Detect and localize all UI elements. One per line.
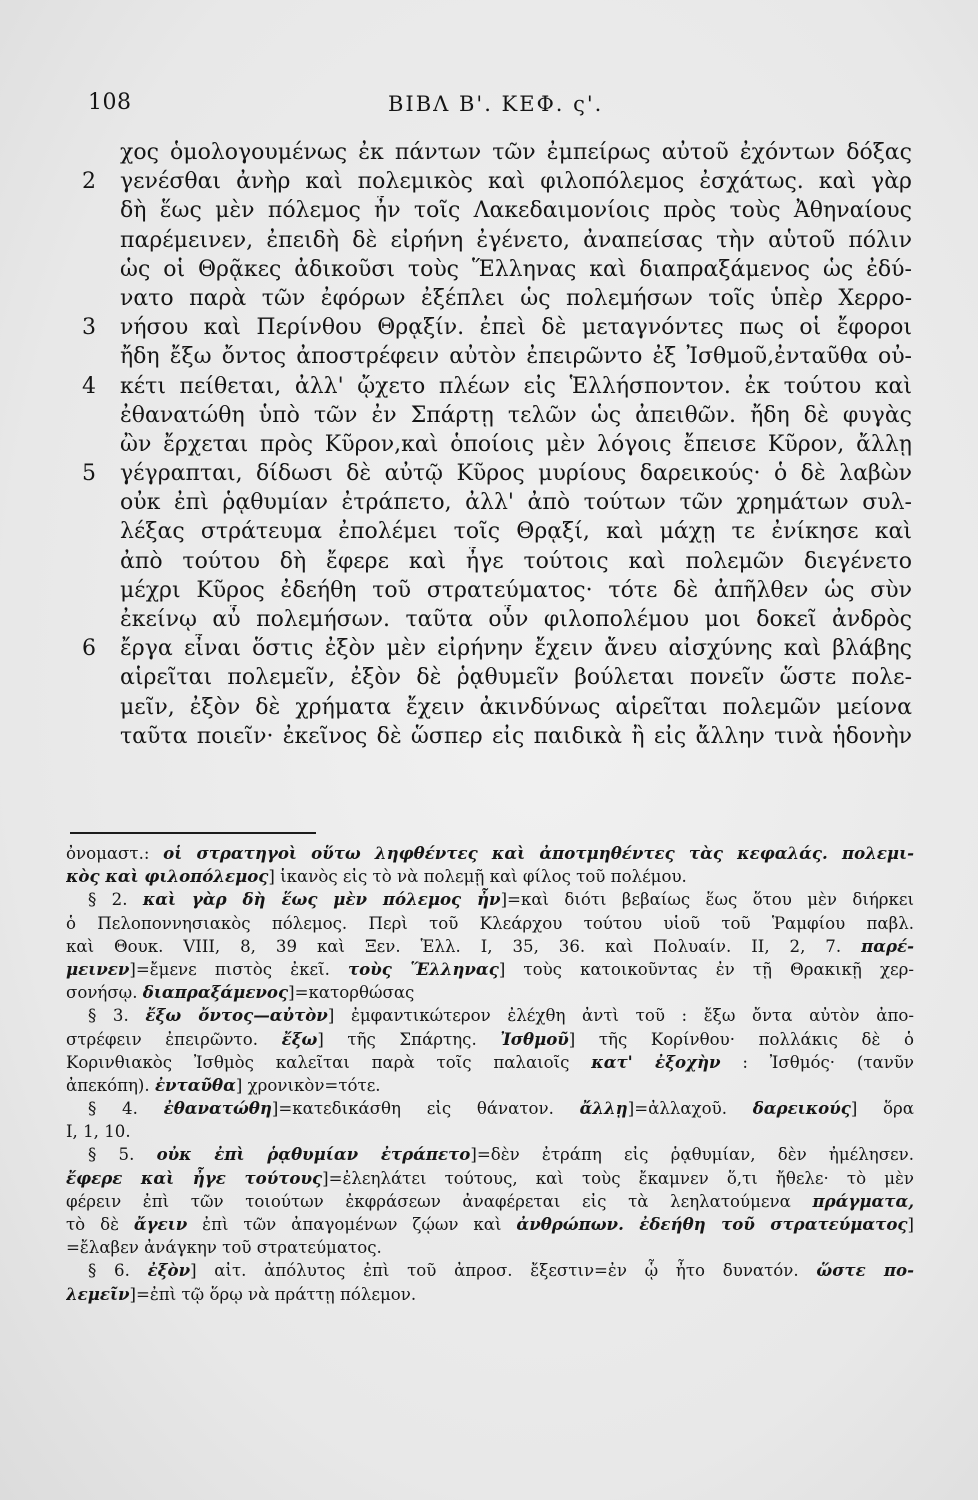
note-text: καὶ Θουκ. VIII, 8, 39 καὶ Ξεν. Ἑλλ. I, 35, 36. καὶ Πολυαίν. II, 2, 7. (66, 936, 862, 956)
line-text: παρέμεινεν, ἐπειδὴ δὲ εἰρήνη ἐγένετο, ἀναπείσας τὴν αὑτοῦ πόλιν (120, 227, 912, 253)
text-line (82, 488, 912, 517)
text-line (82, 663, 912, 692)
note-text: ] τῆς Σπάρτης. (317, 1029, 501, 1049)
note-line (66, 1074, 914, 1097)
line-text: μεῖν, ἐξὸν δὲ χρήματα ἔχειν ἀκινδύνως αἱρεῖται πολεμῶν μείονα (120, 694, 912, 720)
note-line (66, 1167, 914, 1190)
line-text: ἤδη ἔξω ὄντος ἀποστρέφειν αὐτὸν ἐπειρῶντο ἐξ Ἰσθμοῦ,ἐνταῦθα οὐ- (120, 344, 912, 370)
note-lemma: ἐνταῦθα (154, 1074, 236, 1095)
note-text: ]=ἐπὶ τῷ ὅρῳ νὰ πράττῃ πόλεμον. (129, 1284, 417, 1304)
text-line (82, 167, 912, 196)
note-text: § 3. (88, 1006, 146, 1026)
note-text: § 5. (88, 1145, 157, 1165)
note-lemma: ἐξὸν (147, 1260, 191, 1281)
text-line (82, 401, 912, 430)
text-line (82, 138, 912, 167)
section-number: 6 (82, 636, 96, 662)
note-text: ἀπεκόπη). (66, 1075, 155, 1095)
line-text: λέξας στράτευμα ἐπολέμει τοῖς Θρᾳξί, καὶ μάχῃ τε ἐνίκησε καὶ (120, 519, 912, 545)
note-line (66, 1213, 914, 1236)
text-line (82, 459, 912, 488)
note-lemma: ἀνθρώπων. ἐδεήθη τοῦ στρατεύματος (516, 1214, 908, 1234)
line-text: ταῦτα ποιεῖν· ἐκεῖνος δὲ ὥσπερ εἰς παιδικὰ ἢ εἰς ἄλλην τινὰ ἡδονὴν (120, 723, 912, 749)
note-text: φέρειν ἐπὶ τῶν τοιούτων ἐκφράσεων ἀναφέρεται εἰς τὰ λεηλατούμενα (66, 1191, 813, 1211)
note-line (66, 888, 914, 911)
note-text: ] αἰτ. ἀπόλυτος ἐπὶ τοῦ ἀπροσ. ἔξεστιν=ἐν ᾧ ἦτο δυνατόν. (190, 1261, 817, 1281)
note-lemma: κὸς καὶ φιλοπόλεμος (66, 866, 269, 887)
text-line (82, 547, 912, 576)
note-text: ]=δὲν ἐτράπη εἰς ῥᾳθυμίαν, δὲν ἠμέλησεν. (470, 1145, 914, 1165)
note-text: ] τῆς Κορίνθου· πολλάκις δὲ ὁ (568, 1029, 914, 1049)
note-line (66, 1283, 914, 1306)
note-lemma: παρέ- (861, 935, 914, 956)
note-lemma: ὥστε πο- (816, 1260, 914, 1281)
note-text: στρέφειν ἐπειρῶντο. (66, 1029, 282, 1049)
running-head: ΒΙΒΛ Β'. ΚΕΦ. ς'. (388, 92, 604, 116)
text-line (82, 517, 912, 546)
line-text: γενέσθαι ἀνὴρ καὶ πολεμικὸς καὶ φιλοπόλεμος ἐσχάτως. καὶ γὰρ (120, 169, 912, 195)
note-text: : Ἰσθμός· (τανῦν (720, 1052, 914, 1072)
note-text: ]=ἔμενε πιστὸς ἐκεῖ. (129, 959, 349, 979)
note-lemma: ἐθανατώθη (163, 1098, 272, 1119)
footnote-rule (70, 832, 316, 834)
text-line (82, 372, 912, 401)
note-text: ]=κατεδικάσθη εἰς θάνατον. (271, 1099, 580, 1119)
line-text: νήσου καὶ Περίνθου Θρᾳξίν. ἐπεὶ δὲ μεταγνόντες πως οἱ ἔφοροι (120, 315, 912, 341)
note-line (66, 1120, 914, 1143)
note-text: τὸ δὲ (66, 1215, 134, 1234)
text-line (82, 430, 912, 459)
text-line (82, 605, 912, 634)
note-text: ] ἐμφαντικώτερον ἐλέχθη ἀντὶ τοῦ : ἔξω ὄντα αὐτὸν ἀπο- (327, 1006, 914, 1026)
section-number: 5 (82, 461, 96, 487)
note-text: ]=κατορθώσας (288, 983, 415, 1003)
note-text: I, 1, 10. (66, 1122, 131, 1142)
note-lemma: ἔφερε καὶ ἦγε τούτους (66, 1167, 323, 1188)
text-line (82, 576, 912, 605)
line-text: αἱρεῖται πολεμεῖν, ἐξὸν δὲ ῥᾳθυμεῖν βούλεται πονεῖν ὥστε πολε- (120, 665, 912, 691)
note-lemma: λεμεῖν (66, 1283, 130, 1304)
note-line (66, 1236, 914, 1259)
note-text: ]=ἐλεηλάτει τούτους, καὶ τοὺς ἔκαμνεν ὅ,τι ἤθελε· τὸ μὲν (322, 1168, 914, 1188)
note-text: § 4. (88, 1099, 164, 1119)
note-lemma: Ἰσθμοῦ (500, 1028, 569, 1049)
text-line (82, 255, 912, 284)
note-lemma: διαπραξάμενος (142, 982, 289, 1003)
section-number: 2 (82, 169, 96, 195)
line-text: ἐκείνῳ αὖ πολεμήσων. ταῦτα οὖν φιλοπολέμου μοι δοκεῖ ἀνδρὸς (120, 607, 912, 632)
line-text: ἐθανατώθη ὑπὸ τῶν ἐν Σπάρτῃ τελῶν ὡς ἀπειθῶν. ἤδη δὲ φυγὰς (120, 402, 912, 428)
note-line (66, 842, 914, 865)
note-text: § 2. (88, 890, 143, 910)
note-text: ]=καὶ διότι βεβαίως ἕως ὅτου μὲν διήρκει (500, 890, 914, 910)
note-lemma: καὶ γὰρ δὴ ἕως μὲν πόλεμος ἦν (142, 889, 501, 910)
line-text: ὢν ἔρχεται πρὸς Κῦρον,καὶ ὁποίοις μὲν λόγοις ἔπεισε Κῦρον, ἄλλῃ (120, 431, 912, 457)
note-line (66, 865, 914, 888)
note-lemma: οἱ στρατηγοὶ οὕτω ληφθέντες καὶ ἀποτμηθέντες τὰς κεφαλάς. πολεμι- (163, 843, 914, 863)
note-text: ] τοὺς κατοικοῦντας ἐν τῇ Θρακικῇ χερ- (498, 959, 914, 979)
note-lemma: οὐκ ἐπὶ ῥᾳθυμίαν ἐτράπετο (156, 1144, 471, 1165)
note-text: ]=ἀλλαχοῦ. (627, 1099, 753, 1119)
text-line (82, 196, 912, 225)
note-text: ] ἱκανὸς εἰς τὸ νὰ πολεμῇ καὶ φίλος τοῦ πολέμου. (268, 867, 687, 887)
note-line (66, 981, 914, 1004)
line-text: ἔργα εἶναι ὅστις ἐξὸν μὲν εἰρήνην ἔχειν ἄνευ αἰσχύνης καὶ βλάβης (120, 636, 912, 662)
note-line (66, 1004, 914, 1027)
commentary-notes (66, 842, 914, 1306)
text-line (82, 313, 912, 342)
line-text: μέχρι Κῦρος ἐδεήθη τοῦ στρατεύματος· τότε δὲ ἀπῆλθεν ὡς σὺν (120, 577, 912, 603)
text-line (82, 634, 912, 663)
line-text: δὴ ἕως μὲν πόλεμος ἦν τοῖς Λακεδαιμονίοις πρὸς τοὺς Ἀθηναίους (120, 198, 912, 224)
text-line (82, 693, 912, 722)
note-line (66, 935, 914, 958)
main-text (82, 138, 912, 751)
note-line (66, 1259, 914, 1282)
note-text: ] (907, 1215, 914, 1234)
note-lemma: ἄλλῃ (579, 1098, 628, 1119)
note-line (66, 1190, 914, 1213)
note-text: =ἔλαβεν ἀνάγκην τοῦ στρατεύματος. (66, 1238, 382, 1258)
text-line (82, 342, 912, 371)
note-text: ] ὅρα (850, 1099, 914, 1119)
note-lemma: ἔξω (281, 1028, 318, 1049)
note-lemma: πράγματα, (812, 1190, 914, 1211)
note-text: § 6. (88, 1261, 148, 1281)
line-text: ὡς οἱ Θρᾷκες ἀδικοῦσι τοὺς Ἕλληνας καὶ διαπραξάμενος ὡς ἐδύ- (120, 256, 912, 282)
note-lemma: μεινεν (66, 958, 130, 979)
text-line (82, 226, 912, 255)
note-line (66, 912, 914, 935)
note-line (66, 1143, 914, 1166)
page-header (88, 90, 908, 124)
text-line (82, 284, 912, 313)
section-number: 4 (82, 373, 96, 399)
line-text: ἀπὸ τούτου δὴ ἔφερε καὶ ἦγε τούτοις καὶ πολεμῶν διεγένετο (120, 548, 912, 574)
note-text: ὀνομαστ.: (66, 844, 164, 863)
note-lemma: τοὺς Ἕλληνας (348, 958, 499, 979)
line-text: νατο παρὰ τῶν ἐφόρων ἐξέπλει ὡς πολεμήσων τοῖς ὑπὲρ Χερρο- (120, 285, 912, 311)
note-text: ὁ Πελοποννησιακὸς πόλεμος. Περὶ τοῦ Κλεάρχου τούτου υἱοῦ τοῦ Ῥαμφίου παβλ. (66, 913, 914, 933)
note-text: ] χρονικὸν=τότε. (235, 1075, 381, 1095)
note-line (66, 1097, 914, 1120)
line-text: χος ὁμολογουμένως ἐκ πάντων τῶν ἐμπείρως αὐτοῦ ἐχόντων δόξας (120, 140, 912, 165)
note-text: ἐπὶ τῶν ἀπαγομένων ζῴων καὶ (187, 1215, 517, 1234)
note-lemma: δαρεικούς (752, 1098, 851, 1119)
note-line (66, 958, 914, 981)
note-text: Κορινθιακὸς Ἰσθμὸς καλεῖται παρὰ τοῖς παλαιοῖς (66, 1052, 592, 1072)
section-number: 3 (82, 315, 96, 341)
note-text: σονήσῳ. (66, 983, 143, 1003)
line-text: κέτι πείθεται, ἀλλ' ᾤχετο πλέων εἰς Ἑλλήσποντον. ἐκ τούτου καὶ (120, 373, 912, 399)
line-text: οὐκ ἐπὶ ῥᾳθυμίαν ἐτράπετο, ἀλλ' ἀπὸ τούτων τῶν χρημάτων συλ- (120, 490, 912, 516)
note-line (66, 1028, 914, 1051)
note-line (66, 1051, 914, 1074)
page-number: 108 (88, 90, 132, 115)
note-lemma: κατ' ἐξοχὴν (591, 1051, 721, 1072)
line-text: γέγραπται, δίδωσι δὲ αὐτῷ Κῦρος μυρίους δαρεικούς· ὁ δὲ λαβὼν (120, 461, 912, 487)
text-line (82, 722, 912, 751)
note-lemma: ἔξω ὄντος—αὐτὸν (145, 1005, 328, 1026)
note-lemma: ἄγειν (133, 1214, 188, 1234)
